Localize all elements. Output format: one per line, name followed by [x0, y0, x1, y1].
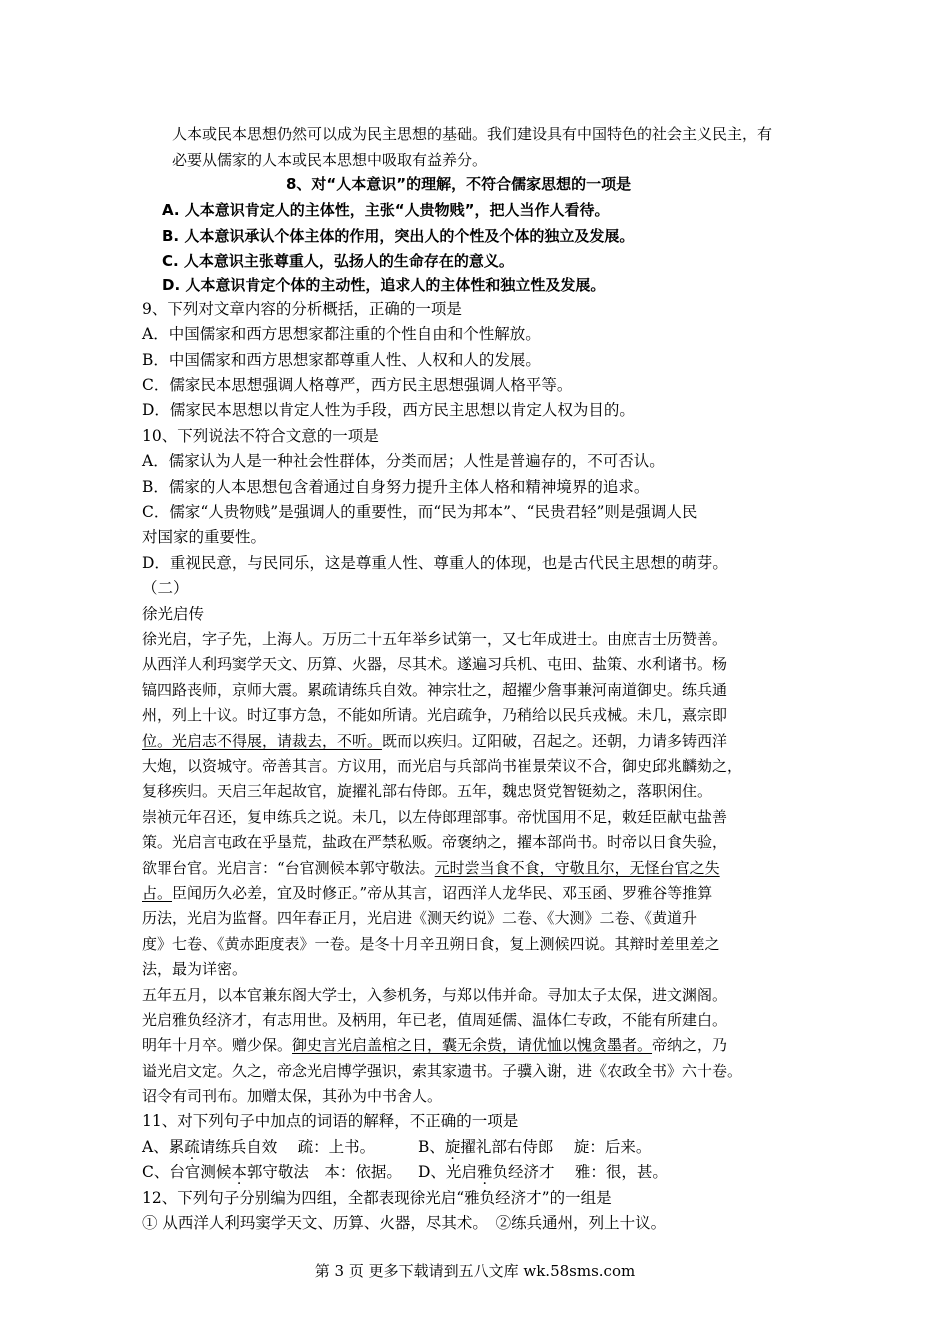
q11-option-b	[418, 1137, 651, 1157]
passage-line: 度》七卷、《黄赤距度表》一卷。是冬十月辛丑朔日食，复上测候四说。其辩时差里差之	[142, 935, 720, 953]
q8-stem: 8、对“人本意识”的理解，不符合儒家思想的一项是	[286, 175, 632, 193]
q9-option-a: A．中国儒家和西方思想家都注重的个性自由和个性解放。	[142, 325, 541, 343]
passage-text: 欲罪台官。光启言：“台官测候本郭守敬法。	[142, 859, 435, 877]
passage-line: 镐四路丧师，京师大震。累疏请练兵自效。神宗壮之，超擢少詹事兼河南道御史。练兵通	[142, 681, 728, 699]
q9-option-d: D．儒家民本思想以肯定人性为手段，西方民主思想以肯定人权为目的。	[142, 401, 635, 419]
passage-line: 州，列上十议。时辽事方急，不能如所请。光启疏争，乃稍给以民兵戎械。未几，熹宗即	[142, 706, 728, 724]
q9-option-c: C．儒家民本思想强调人格尊严，西方民主思想强调人格平等。	[142, 376, 573, 394]
passage-line: 法，最为详密。	[142, 960, 248, 978]
q11-text: A、累	[142, 1138, 185, 1156]
passage-line: 五年五月，以本官兼东阁大学士，入参机务，与郑以伟并命。寻加太子太保，进文渊阁。	[142, 986, 728, 1004]
dotted-word: 疏	[184, 1138, 200, 1156]
q10-option-c-cont: 对国家的重要性。	[142, 528, 267, 546]
passage-title: 徐光启传	[142, 605, 205, 623]
q10-option-a: A．儒家认为人是一种社会性群体，分类而居；人性是普遍存的，不可否认。	[142, 452, 665, 470]
passage-line: 光启雅负经济才，有志用世。及柄用，年已老，值周延儒、温体仁专政，不能有所建白。	[142, 1011, 728, 1029]
q10-option-b: B．儒家的人本思想包含着通过自身努力提升主体人格和精神境界的追求。	[142, 478, 650, 496]
q12-item: ① 从西洋人利玛窦学天文、历算、火器，尽其术。 ②练兵通州，列上十议。	[142, 1214, 667, 1232]
passage-line: 崇祯元年召还，复申练兵之说。未几，以左侍郎理部事。帝忧国用不足，敕廷臣献屯盐善	[142, 808, 728, 826]
q11-text: 请练兵自效 疏：上书。	[199, 1138, 376, 1156]
passage-line: 诏令有司刊布。加赠太保，其孙为中书舍人。	[142, 1087, 443, 1105]
passage-text: 臣闻历久必差，宜及时修正。”帝从其言，诏西洋人龙华民、邓玉函、罗雅谷等推算	[172, 884, 713, 902]
q9-stem: 9、下列对文章内容的分析概括，正确的一项是	[142, 300, 462, 318]
q8-option-b: B. 人本意识承认个体主体的作用，突出人的个性及个体的独立及发展。	[162, 227, 635, 245]
passage-line	[142, 883, 712, 903]
intro-line-1: 人本或民本思想仍然可以成为民主思想的基础。我们建设具有中国特色的社会主义民主，有	[172, 125, 773, 143]
passage-line: 谥光启文定。久之，帝念光启博学强识，索其家遗书。子骥入谢，进《农政全书》六十卷。	[142, 1062, 743, 1080]
q11-text: 郭守敬法 本：依据。	[246, 1163, 402, 1181]
passage-line	[142, 1035, 727, 1055]
passage-line: 策。光启言屯政在乎垦荒，盐政在严禁私贩。帝褒纳之，擢本部尚书。时帝以日食失验，	[142, 833, 728, 851]
passage-text: 既而以疾归。辽阳破，召起之。还朝，力请多铸西洋	[382, 732, 728, 750]
passage-line: 从西洋人利玛窦学天文、历算、火器，尽其术。遂遍习兵机、屯田、盐策、水利诸书。杨	[142, 655, 728, 673]
page-footer: 第 3 页 更多下载请到五八文库 wk.58sms.com	[314, 1262, 636, 1280]
passage-line: 大炮，以资城守。帝善其言。方议用，而光启与兵部尚书崔景荣议不合，御史邱兆麟劾之，	[142, 757, 743, 775]
underlined-sentence: 位。光启志不得展，请裁去，不听。	[142, 732, 383, 750]
q11-option-a	[142, 1137, 375, 1157]
dotted-word: 本	[231, 1163, 247, 1181]
underlined-sentence: 占。	[142, 884, 173, 902]
passage-text: 帝纳之，乃	[652, 1036, 728, 1054]
dotted-word: 雅	[476, 1163, 493, 1181]
q11-text: 负经济才 雅：很，甚。	[492, 1163, 668, 1181]
q11-option-c	[142, 1162, 402, 1182]
underlined-sentence: 御史言光启盖棺之日，囊无余赀，请优恤以愧贪墨者。	[292, 1036, 653, 1054]
passage-line: 徐光启，字子先，上海人。万历二十五年举乡试第一，又七年成进士。由庶吉士历赞善。	[142, 630, 728, 648]
passage-line	[142, 858, 720, 878]
q11-stem: 11、对下列句子中加点的词语的解释，不正确的一项是	[142, 1112, 519, 1130]
q12-stem: 12、下列句子分别编为四组，全都表现徐光启“雅负经济才”的一组是	[142, 1189, 612, 1207]
q11-text: B、	[418, 1138, 445, 1156]
q8-option-a: A. 人本意识肯定人的主体性，主张“人贵物贱”，把人当作人看待。	[162, 201, 610, 219]
passage-line: 复移疾归。天启三年起故官，旋擢礼部右侍郎。五年，魏忠贤党智铤劾之，落职闲住。	[142, 782, 713, 800]
q11-text: D、光启	[418, 1163, 477, 1181]
q10-stem: 10、下列说法不符合文意的一项是	[142, 427, 379, 445]
q10-option-c: C．儒家“人贵物贱”是强调人的重要性，而“民为邦本”、“民贵君轻”则是强调人民	[142, 503, 698, 521]
intro-line-2: 必要从儒家的人本或民本思想中吸取有益养分。	[172, 151, 488, 169]
passage-line: 历法，光启为监督。四年春正月，光启进《测天约说》二卷、《大测》二卷、《黄道升	[142, 909, 698, 927]
underlined-sentence: 元时尝当食不食，守敬且尔，无怪台官之失	[434, 859, 720, 877]
q11-text: 擢礼部右侍郎 旋：后来。	[460, 1138, 652, 1156]
q8-option-c: C. 人本意识主张尊重人，弘扬人的生命存在的意义。	[162, 252, 514, 270]
passage-text: 明年十月卒。赠少保。	[142, 1036, 293, 1054]
section-label: （二）	[142, 579, 189, 597]
q8-option-d: D. 人本意识肯定个体的主动性，追求人的主体性和独立性及发展。	[162, 276, 606, 294]
q11-option-d	[418, 1162, 668, 1182]
q9-option-b: B．中国儒家和西方思想家都尊重人性、人权和人的发展。	[142, 351, 541, 369]
q11-text: C、台官测候	[142, 1163, 232, 1181]
q10-option-d: D．重视民意，与民同乐，这是尊重人性、尊重人的体现，也是古代民主思想的萌芽。	[142, 554, 728, 572]
passage-line	[142, 731, 727, 751]
dotted-word: 旋	[444, 1138, 461, 1156]
